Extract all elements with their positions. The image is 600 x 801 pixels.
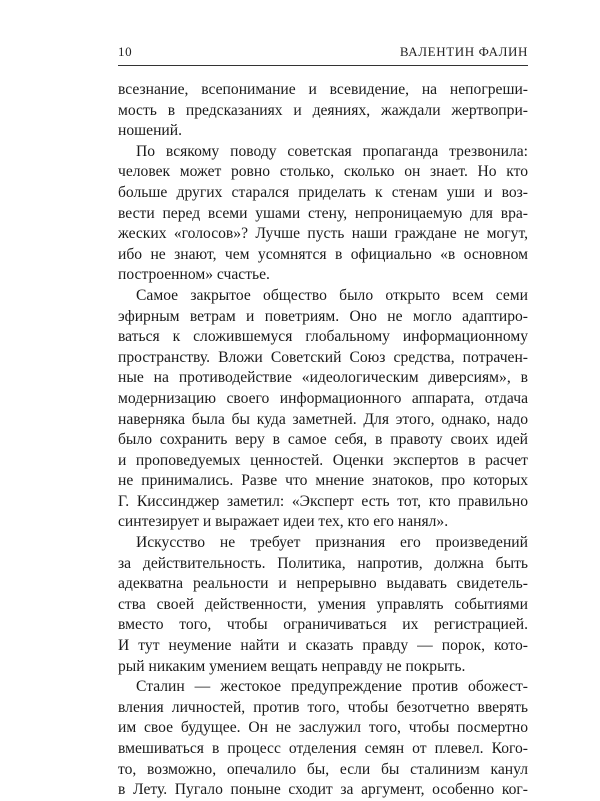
text-line: ства своей действенности, умения управлять событиями — [118, 595, 528, 613]
text-line: ибо не знают, чем усомнятся в официально «в основном — [118, 245, 528, 263]
text-line: всезнание, всепонимание и всевидение, на непогреши- — [118, 81, 528, 98]
paragraph — [118, 80, 528, 142]
text-line: И тут неумение найти и сказать правду — порок, кото- — [118, 637, 528, 655]
text-line: больше других старался приделать к стенам уши и воз- — [118, 183, 528, 201]
text-line: модернизацию своего информационного аппарата, отдача — [118, 389, 528, 407]
text-line: По всякому поводу советская пропаганда трезвонила: — [136, 142, 528, 160]
text-line: Сталин — жестокое предупреждение против обожест- — [136, 678, 528, 696]
text-line: то, возможно, опечалило бы, если бы сталинизм канул — [118, 760, 528, 778]
text-line: наверняка была бы куда заметней. Для этого, однако, надо — [118, 410, 528, 428]
paragraph — [118, 142, 528, 286]
header-rule — [118, 65, 528, 66]
running-header — [118, 44, 528, 64]
text-line: адекватна реальности и непрерывно выдавать свидетель- — [118, 575, 528, 593]
text-line: им свое будущее. Он не заслужил того, чтобы посмертно — [118, 719, 528, 737]
text-line: ношений. — [118, 122, 183, 140]
text-line: синтезирует и выражает идеи тех, кто его нанял». — [118, 513, 449, 531]
text-line: вления личностей, против того, чтобы безотчетно вверять — [118, 698, 528, 716]
text-line: пространству. Вложи Советский Союз средства, потрачен- — [118, 348, 528, 366]
text-line: построенном» счастье. — [118, 266, 270, 284]
text-line: вместо того, чтобы ограничиваться их регистрацией. — [118, 616, 528, 634]
text-line: в Лету. Пугало поныне сходит за аргумент, особенно ког- — [118, 781, 528, 799]
text-line: эфирным ветрам и поветриям. Оно не могло адаптиро- — [118, 307, 528, 325]
body-text — [118, 80, 528, 801]
text-line: Искусство не требует признания его произведений — [136, 534, 528, 552]
text-line: было сохранить веру в самое себя, в правоту своих идей — [118, 431, 528, 449]
text-line: мость в предсказаниях и деяниях, жаждали жертвопри- — [118, 101, 528, 119]
text-line: и проповедуемых ценностей. Оценки экспертов в расчет — [118, 451, 528, 469]
text-line: ваться к сложившемуся глобальному информационному — [118, 328, 528, 346]
text-line: Г. Киссинджер заметил: «Эксперт есть тот, кто правильно — [118, 492, 528, 510]
text-line: жеских «голосов»? Лучше пусть наши граждане не могут, — [118, 225, 528, 243]
paragraph — [118, 533, 528, 677]
text-line: вмешиваться в процесс отделения семян от плевел. Кого- — [118, 740, 528, 757]
text-line: ные на противодействие «идеологическим диверсиям», в — [118, 369, 528, 387]
paragraph — [118, 677, 528, 801]
text-line: человек может ровно столько, сколько он знает. Но кто — [118, 163, 528, 181]
text-line: за действительность. Политика, напротив, должна быть — [118, 554, 528, 572]
text-line: не принимались. Разве что мнение знатоков, про которых — [118, 472, 528, 490]
text-line: Самое закрытое общество было открыто всем семи — [136, 286, 528, 304]
text-line: рый никаким умением вещать неправду не покрыть. — [118, 657, 466, 675]
running-header-author: ВАЛЕНТИН ФАЛИН — [399, 44, 528, 59]
paragraph — [118, 286, 528, 533]
page-number: 10 — [118, 44, 133, 59]
text-line: вести перед всеми ушами стену, непроницаемую для вра- — [118, 204, 528, 222]
